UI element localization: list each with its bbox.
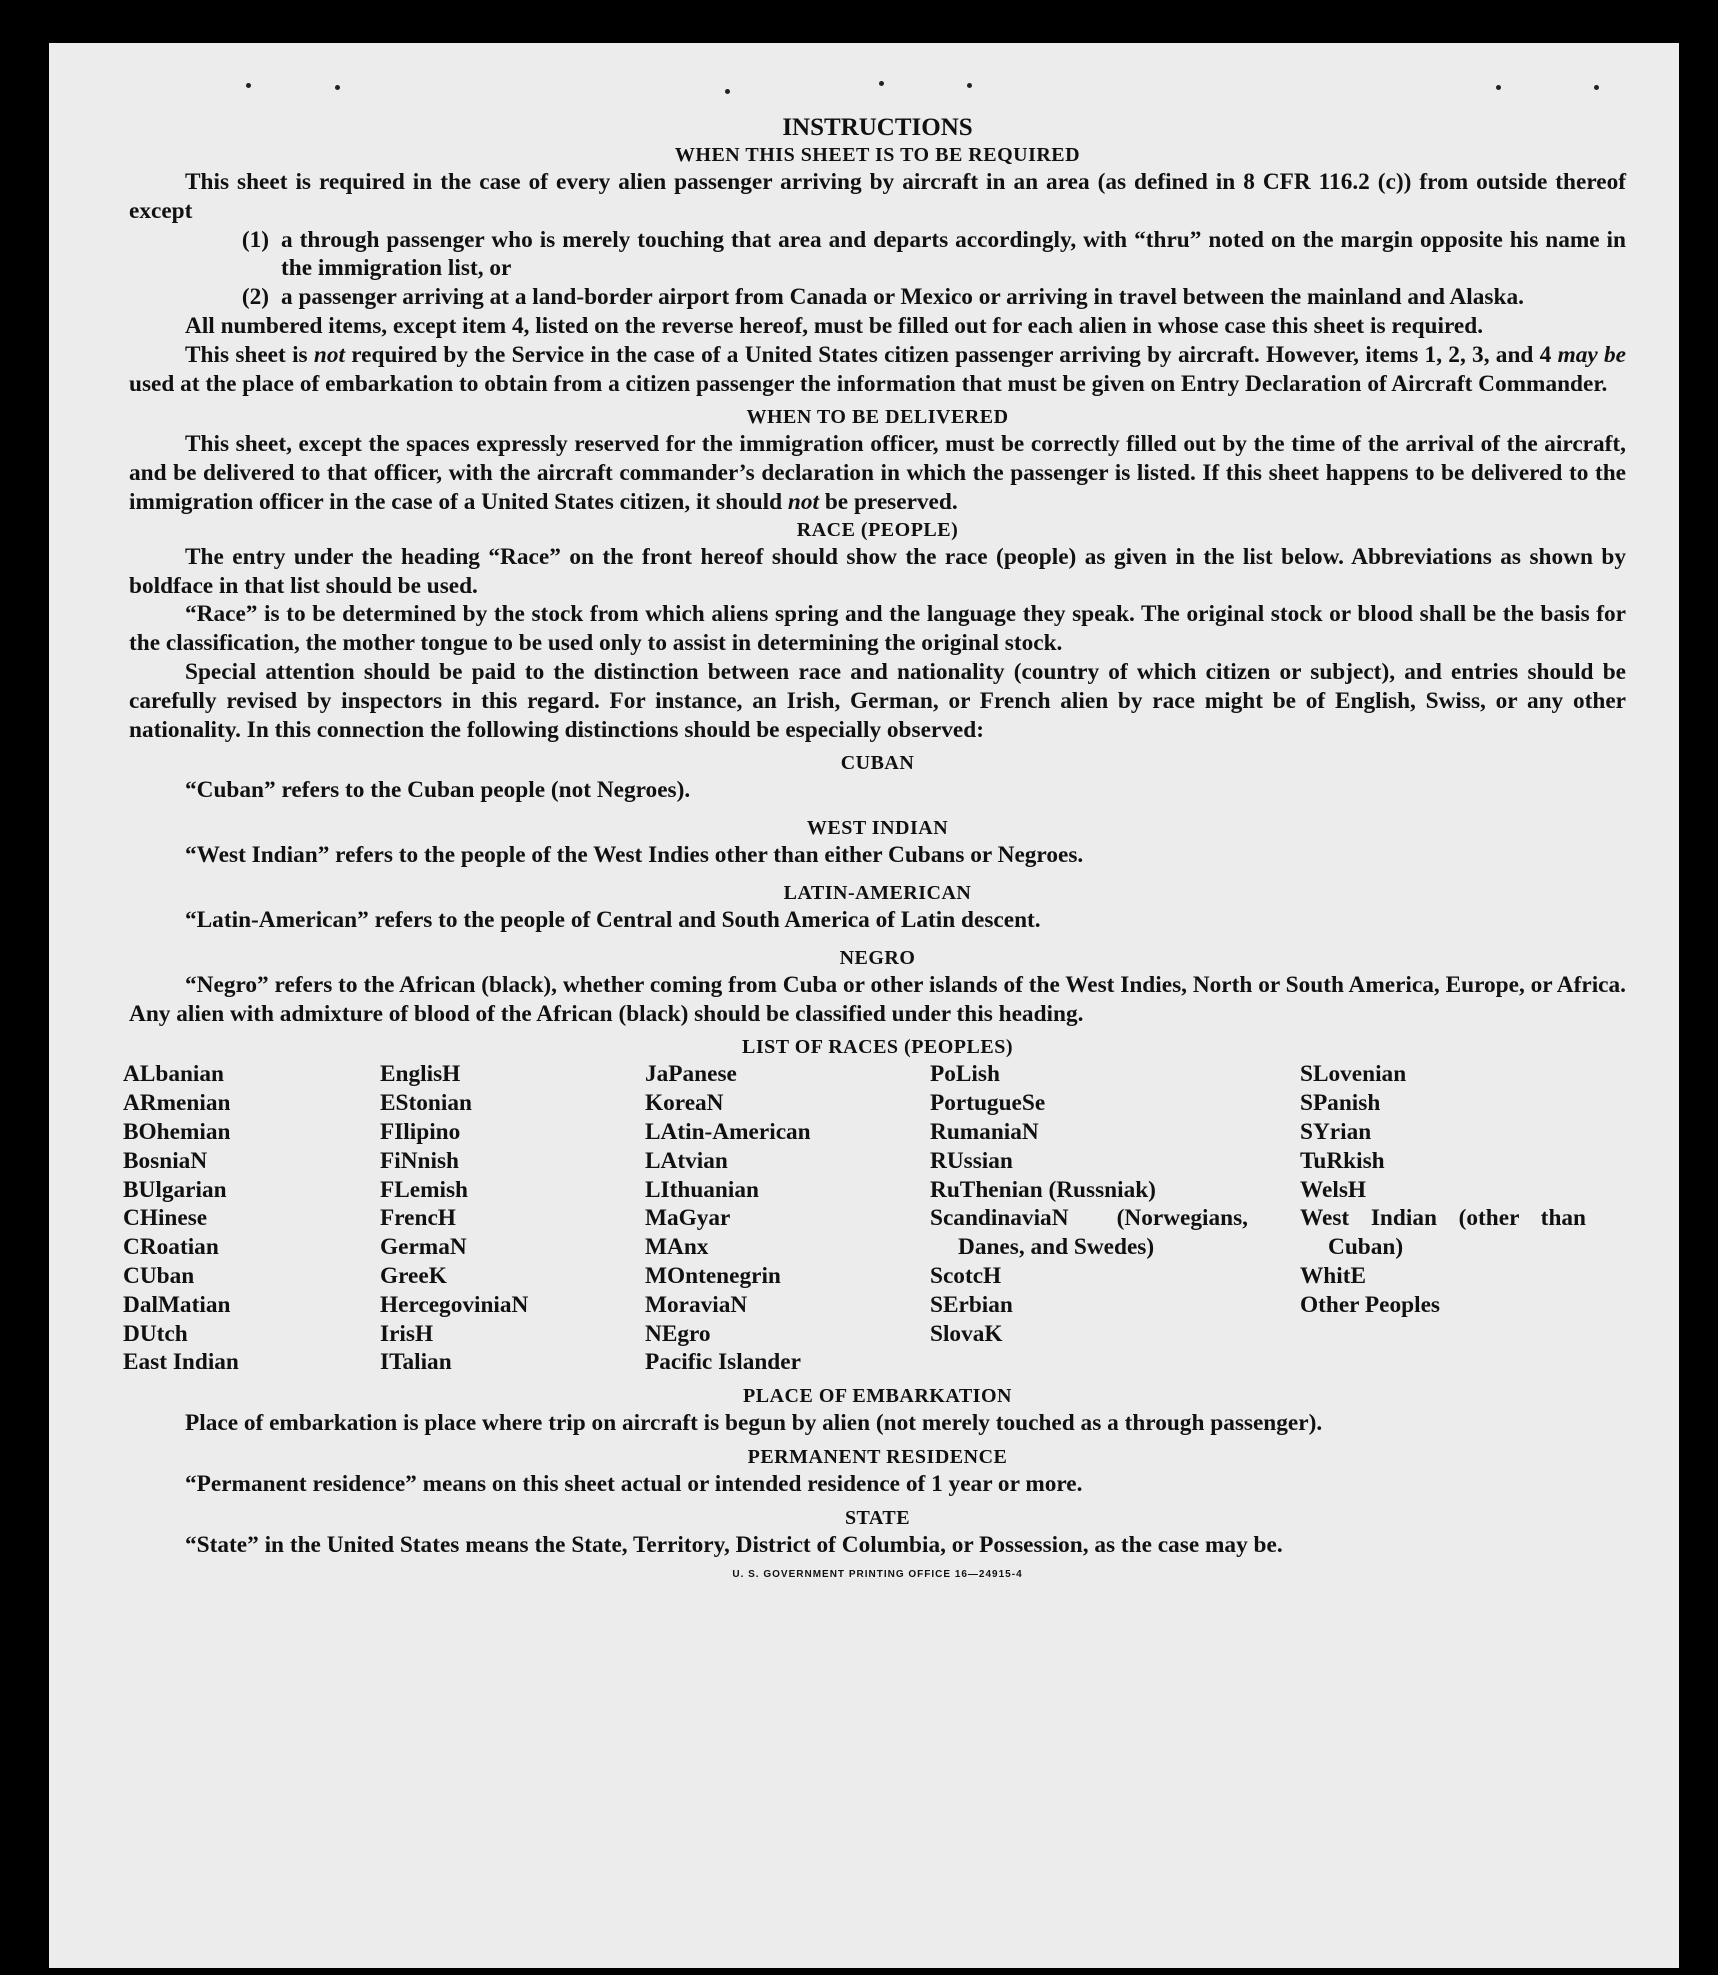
list-item: MoraviaN bbox=[645, 1291, 748, 1318]
list-item: IrisH bbox=[380, 1320, 434, 1347]
list-item: JaPanese bbox=[645, 1061, 737, 1088]
speck bbox=[725, 89, 730, 94]
section-heading-race: RACE (PEOPLE) bbox=[796, 518, 959, 541]
section-heading-west-indian: WEST INDIAN bbox=[806, 817, 949, 840]
race-column bbox=[1300, 1060, 1586, 1377]
speck bbox=[246, 83, 251, 88]
list-item: EStonian bbox=[380, 1090, 472, 1117]
paragraph bbox=[129, 430, 1626, 516]
list-item: FrencH bbox=[380, 1205, 456, 1232]
speck bbox=[1594, 85, 1599, 90]
list-item: GermaN bbox=[380, 1234, 467, 1261]
list-item: EnglisH bbox=[380, 1061, 461, 1088]
list-item: ScandinaviaN (Norwegians, Danes, and Swedes) bbox=[930, 1205, 1248, 1261]
paragraph: “Negro” refers to the African (black), whether coming from Cuba or other islands of the West Indies, North or South America, Europe, or Africa. Any alien with admixture of blood of the African (black) should be classified under this heading. bbox=[129, 971, 1626, 1027]
list-item: DalMatian bbox=[123, 1291, 231, 1318]
list-item: MAnx bbox=[645, 1234, 709, 1261]
section-heading-required: WHEN THIS SHEET IS TO BE REQUIRED bbox=[674, 144, 1081, 166]
instructions-content bbox=[123, 113, 1626, 1581]
paragraph: Special attention should be paid to the distinction between race and nationality (country of which citizen or subject), and entries should be carefully revised by inspectors in this regard. For instance, an Irish, German, or French alien by race might be of English, Swiss, or any other nationality. In this connection the following distinctions should be especially observed: bbox=[129, 658, 1626, 743]
text-run: This sheet is bbox=[185, 341, 314, 368]
list-item: RuThenian (Russniak) bbox=[930, 1176, 1156, 1203]
section-heading-residence: PERMANENT RESIDENCE bbox=[747, 1445, 1008, 1468]
list-item: LAtvian bbox=[645, 1147, 728, 1174]
list-item: FIlipino bbox=[380, 1118, 461, 1145]
speck bbox=[879, 81, 884, 86]
list-item: FiNnish bbox=[380, 1147, 459, 1174]
list-item: CRoatian bbox=[123, 1234, 219, 1261]
paragraph: “Permanent residence” means on this sheet actual or intended residence of 1 year or more. bbox=[185, 1470, 1083, 1497]
race-column bbox=[123, 1060, 380, 1377]
text-run-italic: not bbox=[313, 341, 345, 368]
list-item: WhitE bbox=[1300, 1262, 1367, 1289]
item-number: (1) bbox=[241, 226, 269, 253]
paragraph: “West Indian” refers to the people of the West Indies other than either Cubans or Negroes. bbox=[185, 842, 1084, 869]
race-list bbox=[123, 1060, 1626, 1377]
list-item: BOhemian bbox=[123, 1118, 231, 1145]
list-item: ScotcH bbox=[930, 1262, 1002, 1289]
paragraph: Place of embarkation is place where trip on aircraft is begun by alien (not merely touched as a through passenger). bbox=[185, 1410, 1323, 1437]
paragraph: “Cuban” refers to the Cuban people (not Negroes). bbox=[185, 777, 691, 804]
paragraph: “State” in the United States means the State, Territory, District of Columbia, or Possession, as the case may be. bbox=[185, 1531, 1283, 1558]
list-item: ITalian bbox=[380, 1349, 452, 1376]
list-item: FLemish bbox=[380, 1176, 469, 1203]
list-item: GreeK bbox=[380, 1262, 447, 1289]
speck bbox=[967, 83, 972, 88]
text-run: required by the Service in the case of a United States citizen passenger arriving by aircraft. However, items 1, 2, 3, and 4 bbox=[344, 341, 1558, 368]
list-item: DUtch bbox=[123, 1320, 188, 1347]
list-item: WelsH bbox=[1300, 1176, 1367, 1203]
section-heading-negro: NEGRO bbox=[839, 946, 916, 969]
list-item: HercegoviniaN bbox=[380, 1291, 529, 1318]
list-item: SErbian bbox=[930, 1291, 1013, 1318]
list-item: CUban bbox=[123, 1262, 195, 1289]
paragraph bbox=[129, 341, 1626, 399]
list-item: RUssian bbox=[930, 1147, 1013, 1174]
paragraph: “Latin-American” refers to the people of Central and South America of Latin descent. bbox=[185, 906, 1041, 933]
list-item: ARmenian bbox=[123, 1090, 231, 1117]
race-column bbox=[930, 1060, 1300, 1377]
item-text: a through passenger who is merely touching that area and departs accordingly, with “thru” noted on the margin opposite his name in the immigration list, or bbox=[281, 226, 1626, 282]
list-item: East Indian bbox=[123, 1349, 239, 1376]
list-item: SYrian bbox=[1300, 1118, 1372, 1145]
list-item: LAtin-American bbox=[645, 1118, 811, 1145]
list-item: PoLish bbox=[930, 1061, 1000, 1088]
document-page bbox=[49, 43, 1679, 1968]
paragraph: “Race” is to be determined by the stock from which aliens spring and the language they speak. The original stock or blood shall be the basis for the classification, the mother tongue to be used only to assist in determining the original stock. bbox=[129, 601, 1626, 657]
list-item: NEgro bbox=[645, 1320, 711, 1347]
list-item: ALbanian bbox=[123, 1061, 225, 1088]
list-item: KoreaN bbox=[645, 1090, 724, 1117]
race-column bbox=[645, 1060, 930, 1377]
section-heading-cuban: CUBAN bbox=[840, 752, 915, 775]
list-item: SPanish bbox=[1300, 1090, 1381, 1117]
list-item: MOntenegrin bbox=[645, 1262, 781, 1289]
list-item: BUlgarian bbox=[123, 1176, 227, 1203]
paragraph: The entry under the heading “Race” on the front hereof should show the race (people) as given in the list below. Abbreviations as shown by boldface in that list should be used. bbox=[129, 543, 1626, 599]
section-heading-embarkation: PLACE OF EMBARKATION bbox=[743, 1385, 1012, 1408]
list-item: LIthuanian bbox=[645, 1176, 759, 1203]
speck bbox=[1496, 85, 1501, 90]
section-heading-list-of-races: LIST OF RACES (PEOPLES) bbox=[741, 1036, 1013, 1059]
list-item: SLovenian bbox=[1300, 1061, 1407, 1088]
list-item: Pacific Islander bbox=[645, 1349, 801, 1376]
text-run-italic: not bbox=[787, 488, 819, 515]
text-run: be preserved. bbox=[819, 488, 958, 515]
section-heading-delivered: WHEN TO BE DELIVERED bbox=[746, 406, 1009, 429]
section-heading-state: STATE bbox=[844, 1506, 911, 1529]
list-item: MaGyar bbox=[645, 1205, 731, 1232]
text-run: This sheet, except the spaces expressly reserved for the immigration officer, must be correctly filled out by the time of the arrival of the aircraft, and be delivered to that officer, with the aircraft commander’s declaration in which the passenger is listed. If this sheet happens to be delivered to the immigration officer in the case of a United States citizen, it should bbox=[129, 431, 1626, 515]
list-item: TuRkish bbox=[1300, 1147, 1385, 1174]
list-item: SlovaK bbox=[930, 1320, 1003, 1347]
printer-imprint: U. S. GOVERNMENT PRINTING OFFICE 16—24915-4 bbox=[732, 1569, 1023, 1581]
list-item: BosniaN bbox=[123, 1147, 208, 1174]
page-title: INSTRUCTIONS bbox=[782, 114, 973, 141]
list-item bbox=[129, 226, 1626, 284]
item-number: (2) bbox=[241, 284, 269, 311]
list-item: West Indian (other than Cuban) bbox=[1300, 1205, 1586, 1261]
list-item: CHinese bbox=[123, 1205, 208, 1232]
list-item: Other Peoples bbox=[1300, 1291, 1440, 1318]
text-run-italic: may be bbox=[1557, 341, 1626, 368]
race-column bbox=[380, 1060, 645, 1377]
item-text: a passenger arriving at a land-border airport from Canada or Mexico or arriving in travel between the mainland and Alaska. bbox=[281, 284, 1524, 311]
paragraph: All numbered items, except item 4, listed on the reverse hereof, must be filled out for each alien in whose case this sheet is required. bbox=[185, 312, 1484, 339]
list-item: PortugueSe bbox=[930, 1090, 1046, 1117]
paragraph: This sheet is required in the case of every alien passenger arriving by aircraft in an area (as defined in 8 CFR 116.2 (c)) from outside thereof except bbox=[129, 169, 1626, 224]
speck bbox=[335, 85, 340, 90]
list-item bbox=[129, 283, 1626, 312]
section-heading-latin-american: LATIN-AMERICAN bbox=[783, 881, 972, 904]
text-run: used at the place of embarkation to obtain from a citizen passenger the information that must be given on Entry Declaration of Aircraft Commander. bbox=[129, 370, 1608, 397]
list-item: RumaniaN bbox=[930, 1118, 1039, 1145]
